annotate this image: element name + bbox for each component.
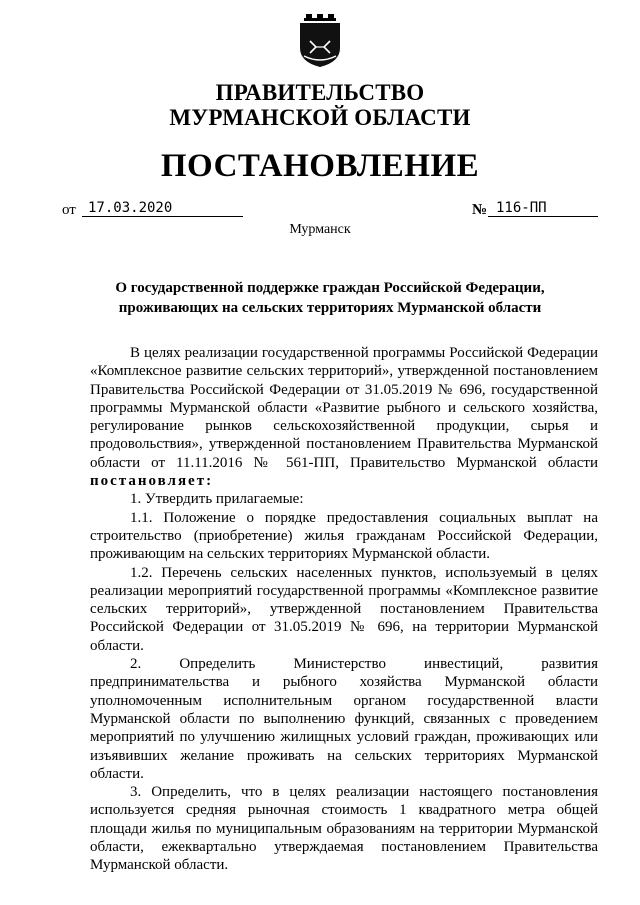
number-sign: № xyxy=(472,202,488,218)
government-title-line2: МУРМАНСКОЙ ОБЛАСТИ xyxy=(169,105,471,130)
date-number-row xyxy=(62,200,592,222)
coat-of-arms-icon xyxy=(298,14,342,68)
decree-title xyxy=(60,278,600,318)
date-prefix: от xyxy=(62,202,76,218)
decree-date: 17.03.2020 xyxy=(82,200,243,217)
resolves-word: постановляет: xyxy=(90,473,214,490)
decree-title-line1: О государственной поддержке граждан Российской Федерации, xyxy=(115,280,545,296)
decree-number: 116-ПП xyxy=(488,200,598,217)
decree-title-line2: проживающих на сельских территориях Мурманской области xyxy=(118,300,542,316)
body-paragraph-1-2: 1.2. Перечень сельских населенных пунктов, используемый в целях реализации мероприятий государственной программы «Комплексное развитие сельских территорий», утвержденной постановлением Правительства Российской Федерации от 31.05.2019 № 696, на территории Мурманской области. xyxy=(90,564,598,654)
preamble-text: В целях реализации государственной программы Российской Федерации «Комплексное развитие сельских территорий», утвержденной постановлением Правительства Российской Федерации от 31.05.2019 № 696, государственной программы Мурманской области «Развитие рыбного и сельского хозяйства, регулирование рынков сельскохозяйственной продукции, сырья и продовольствия», утвержденной постановлением Правительства Мурманской области от 11.11.2016 № 561-ПП, Правительство Мурманской области xyxy=(90,345,598,471)
decree-body xyxy=(90,344,598,875)
body-paragraph-1-1: 1.1. Положение о порядке предоставления социальных выплат на строительство (приобретение) жилья гражданам Российской Федерации, проживающим на сельских территориях Мурманской области. xyxy=(90,509,598,563)
body-paragraph-3: 3. Определить, что в целях реализации настоящего постановления используется средняя рыночная стоимость 1 квадратного метра общей площади жилья по муниципальным образованиям на территории Мурманской области, ежеквартально утверждаемая постановлением Правительства Мурманской области. xyxy=(90,784,598,874)
body-paragraph-preamble xyxy=(90,344,598,490)
document-type-heading: ПОСТАНОВЛЕНИЕ xyxy=(160,148,480,184)
city-name: Мурманск xyxy=(289,222,351,237)
government-title-line1: ПРАВИТЕЛЬСТВО xyxy=(215,80,425,105)
government-title xyxy=(0,80,640,130)
body-paragraph-1: 1. Утвердить прилагаемые: xyxy=(130,491,304,508)
body-paragraph-2: 2. Определить Министерство инвестиций, развития предпринимательства и рыбного хозяйства Мурманской области уполномоченным исполнительным органом государственной власти Мурманской области по выполнению функций, связанных с проведением мероприятий по улучшению жилищных условий граждан, проживающих или изъявивших желание проживать на сельских территориях Мурманской области. xyxy=(90,656,598,782)
